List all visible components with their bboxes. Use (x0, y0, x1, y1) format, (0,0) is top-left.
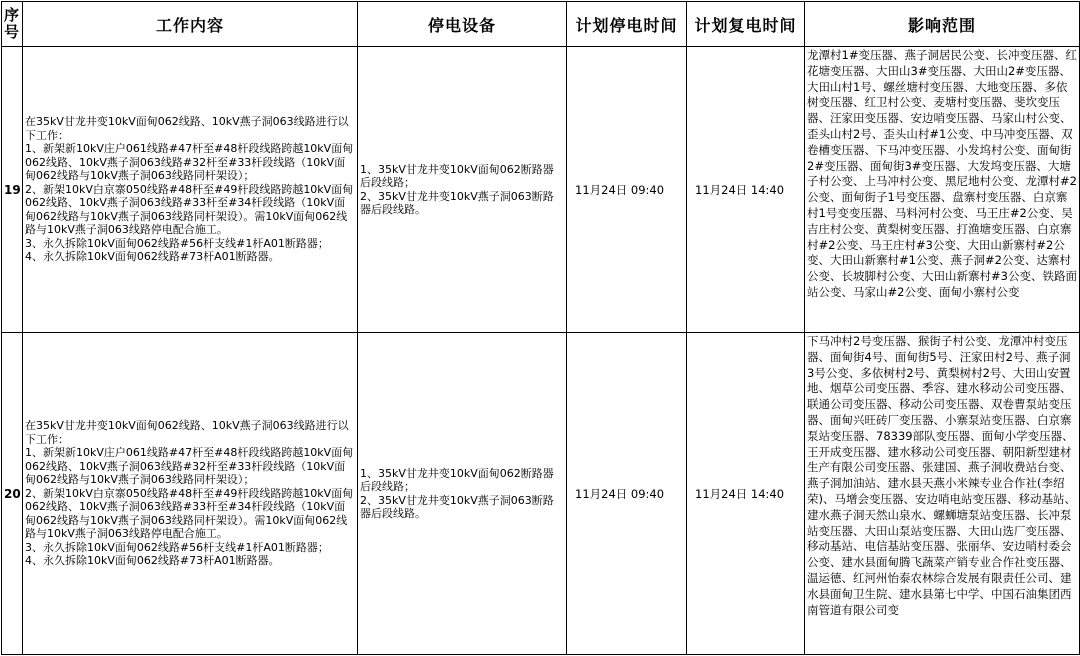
row-scope: 下马冲村2号变压器、猴街子村公变、龙潭冲村变压器、面甸街4号、面甸街5号、汪家田村2号、燕子洞3号公变、多依树村2号、黄梨树村2号、大田山安置地、烟草公司变压器、季容、建水移动公司变压器、联通公司变压器、移动公司变压器、双卷曹泵站变压器、面甸兴旺砖厂变压器、小寨泵站变压器、白京寨泵站变压器、78339部队变压器、面甸小学变压器、王开成变压器、建水移动公司变压器、朝阳新型建材生产有限公司变压器、张建国、燕子洞收费站台变、燕子洞加油站、建水县天燕小米辣专业合作社(李绍荣)、马增会变压器、安边哨电站变压器、移动基站、建水燕子洞天然山泉水、螺蛳塘泵站变压器、长冲泵站变压器、大田山泵站变压器、大田山选厂变压器、移动基站、电信基站变压器、张丽华、安边哨村委会公变、建水县面甸腾飞蔬菜产销专业合作社变压器、温运德、红河州怡泰农林综合发展有限责任公司、建水县面甸卫生院、建水县第七中学、中国石油集团西南管道有限公司变 (805, 333, 1080, 655)
row-start-time: 11月24日 09:40 (567, 333, 687, 655)
header-equipment: 停电设备 (358, 2, 567, 47)
row-seq: 19 (2, 47, 23, 333)
row-content: 在35kV甘龙井变10kV面甸062线路、10kV燕子洞063线路进行以下工作： 1、新架新10kV庄户061线路#47杆至#48杆段线路跨越10kV面甸062线路、10kV燕子洞063线路#32杆至#33杆段线路（10kV面甸062线路与10kV燕子洞063线路同杆架设）； 2、新架10kV白京寨050线路#48杆至#49杆段线路跨越10kV面甸062线路、10kV燕子洞063线路#33杆至#34杆段线路（10kV面甸062线路与10kV燕子洞063线路同杆架设）。需10kV面甸062线路与10kV燕子洞063线路停电配合施工。 3、永久拆除10kV面甸062线路#56杆支线#1杆A01断路器； 4、永久拆除10kV面甸062线路#73杆A01断路器。 (23, 333, 358, 655)
row-start-time: 11月24日 09:40 (567, 47, 687, 333)
row-content: 在35kV甘龙井变10kV面甸062线路、10kV燕子洞063线路进行以下工作： 1、新架新10kV庄户061线路#47杆至#48杆段线路跨越10kV面甸062线路、10kV燕子洞063线路#32杆至#33杆段线路（10kV面甸062线路与10kV燕子洞063线路同杆架设）； 2、新架10kV白京寨050线路#48杆至#49杆段线路跨越10kV面甸062线路、10kV燕子洞063线路#33杆至#34杆段线路（10kV面甸062线路与10kV燕子洞063线路同杆架设）。需10kV面甸062线路与10kV燕子洞063线路停电配合施工。 3、永久拆除10kV面甸062线路#56杆支线#1杆A01断路器； 4、永久拆除10kV面甸062线路#73杆A01断路器。 (23, 47, 358, 333)
outage-table (1, 1, 1080, 655)
header-end-time: 计划复电时间 (687, 2, 805, 47)
header-start-time: 计划停电时间 (567, 2, 687, 47)
header-content: 工作内容 (23, 2, 358, 47)
row-scope: 龙潭村1#变压器、燕子洞居民公变、长冲变压器、红花塘变压器、大田山3#变压器、大田山2#变压器、大田山村1号、螺丝塘村变压器、大地变压器、多依树变压器、红卫村公变、麦塘村变压器、斐坎变压器、汪家田变压器、安边哨变压器、马家山村公变、歪头山村2号、歪头山村#1公变、中马冲变压器、双卷槽变压器、下马冲变压器、小发坞村公变、面甸街2#变压器、面甸街3#变压器、大发坞变压器、大塘子村公变、上马冲村公变、黑尼地村公变、龙潭村#2公变、面甸街子1号变压器、盘寨村变压器、白京寨村1号变变压器、马料河村公变、马王庄#2公变、吴吉庄村公变、黄梨树变压器、打渔塘变压器、白京寨村#2公变、马王庄村#3公变、大田山新寨村#2公变、大田山新寨村#1公变、燕子洞#2公变、达寨村公变、长坡脚村公变、大田山新寨村#3公变、铁路面站公变、马家山#2公变、面甸小寨村公变 (805, 47, 1080, 333)
header-seq: 序号 (2, 2, 23, 47)
table-row (2, 47, 1080, 333)
header-scope: 影响范围 (805, 2, 1080, 47)
table-row (2, 333, 1080, 655)
row-equipment: 1、35kV甘龙井变10kV面甸062断路器后段线路； 2、35kV甘龙井变10kV燕子洞063断路器后段线路。 (358, 333, 567, 655)
row-end-time: 11月24日 14:40 (687, 47, 805, 333)
row-end-time: 11月24日 14:40 (687, 333, 805, 655)
row-seq: 20 (2, 333, 23, 655)
row-equipment: 1、35kV甘龙井变10kV面甸062断路器后段线路； 2、35kV甘龙井变10kV燕子洞063断路器后段线路。 (358, 47, 567, 333)
header-row (2, 2, 1080, 47)
